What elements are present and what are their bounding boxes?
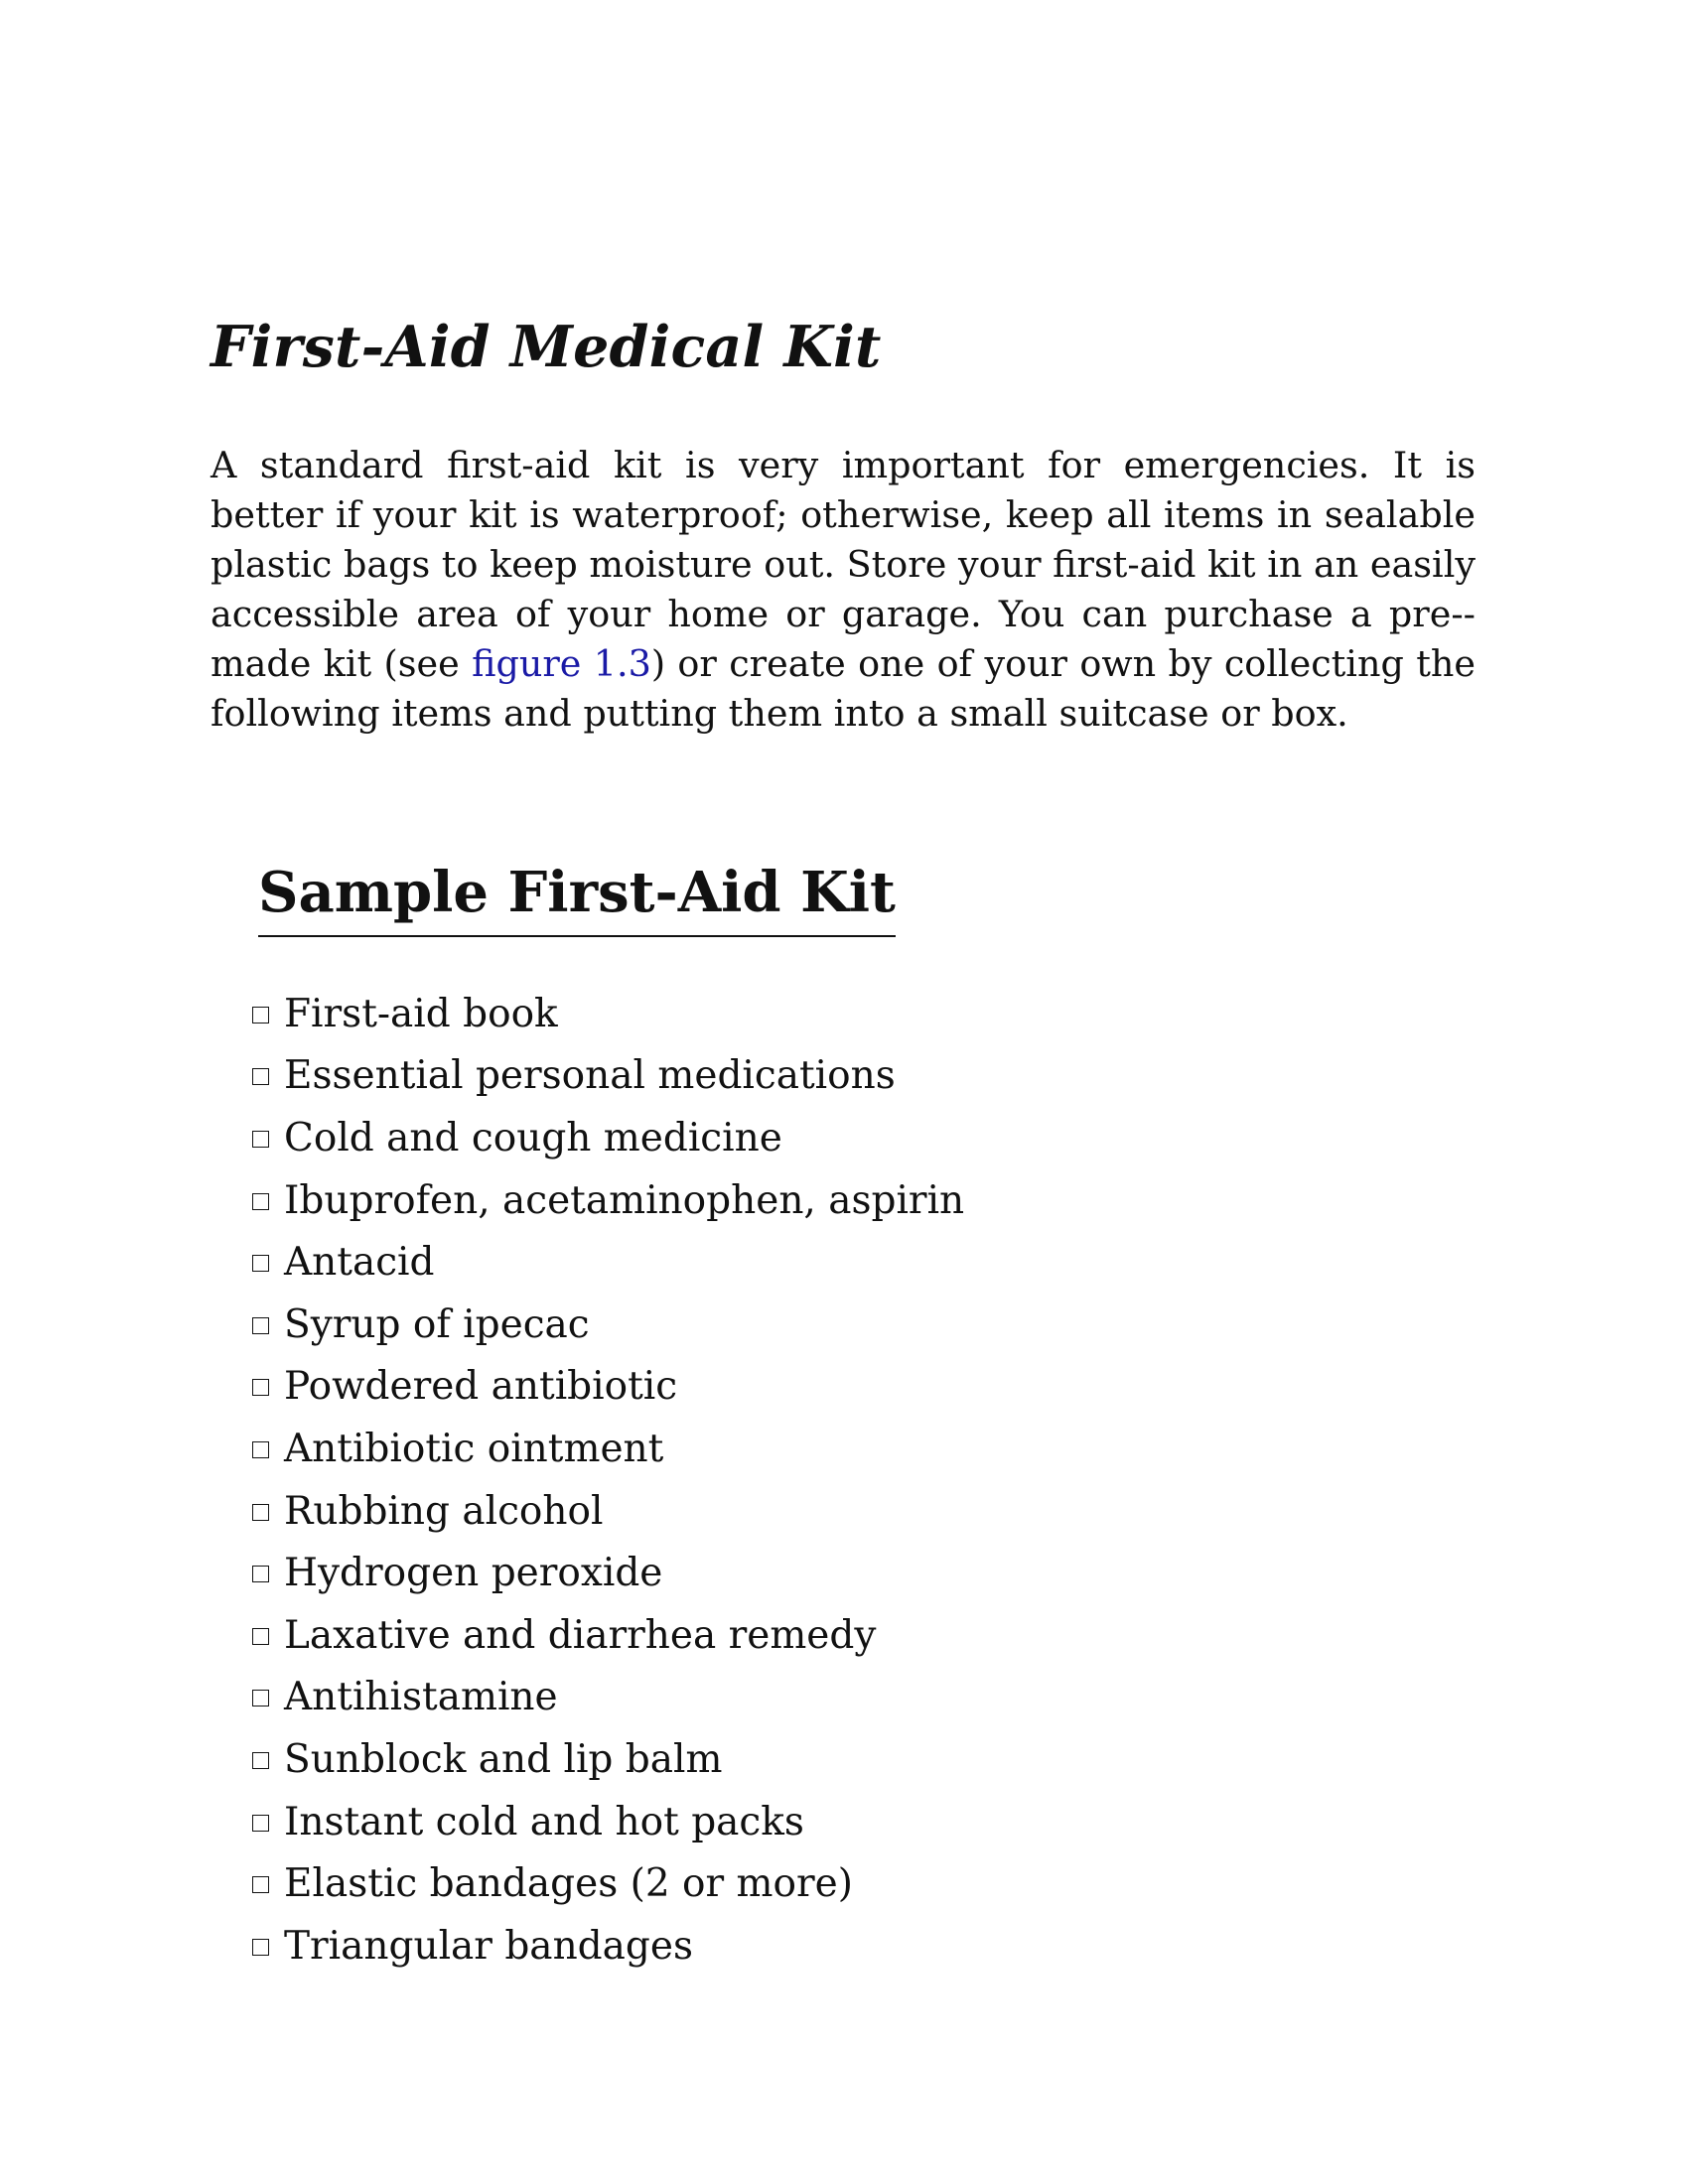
checklist-item [252, 1356, 964, 1419]
checkbox-empty-icon [252, 1876, 273, 1897]
checkbox-empty-icon [252, 1007, 273, 1027]
checkbox-empty-icon [252, 1317, 273, 1338]
checklist-item [252, 1418, 964, 1480]
kit-heading: Sample First-Aid Kit [258, 860, 896, 937]
checklist-item [252, 1667, 964, 1729]
checklist-item [252, 1480, 964, 1543]
intro-text-end: ) or create one of your own by collecting the following items and putting them into a small suitcase or box. [211, 642, 1477, 735]
checklist-item-label: Sunblock and lip balm [284, 1736, 723, 1782]
checklist-item-label: Laxative and diarrhea remedy [284, 1612, 877, 1658]
page-title: First-Aid Medical Kit [211, 314, 882, 380]
checklist-item-label: Antihistamine [284, 1675, 558, 1720]
checkbox-empty-icon [252, 1566, 273, 1586]
checklist-item [252, 1791, 964, 1853]
checkbox-empty-icon [252, 1068, 273, 1089]
checklist-item-label: First-aid book [284, 991, 558, 1036]
checklist-item-label: Ibuprofen, acetaminophen, aspirin [284, 1177, 965, 1223]
checkbox-empty-icon [252, 1193, 273, 1214]
checklist-item-label: Hydrogen peroxide [284, 1551, 663, 1596]
checklist-item-label: Cold and cough medicine [284, 1115, 782, 1160]
checklist-item [252, 1604, 964, 1667]
checkbox-empty-icon [252, 1379, 273, 1400]
checklist-item [252, 1915, 964, 1978]
checklist-item-label: Powdered antibiotic [284, 1364, 678, 1410]
checkbox-empty-icon [252, 1504, 273, 1525]
checklist-item [252, 1231, 964, 1294]
intro-text-start: A standard first-aid kit is very important for emergencies. It is better if your kit is waterproof; otherwise, keep all items in sealable plastic bags to keep moisture out. Store your first-aid kit in an easily accessible area of your home or garage. You can purchase a pre-made kit (see [211, 444, 1476, 685]
checklist-item-label: Essential personal medications [284, 1053, 896, 1099]
checkbox-empty-icon [252, 1752, 273, 1773]
checklist-item [252, 1728, 964, 1791]
checkbox-empty-icon [252, 1690, 273, 1710]
checklist-item-label: Instant cold and hot packs [284, 1799, 804, 1844]
checklist-item-label: Triangular bandages [284, 1923, 693, 1969]
checklist-item [252, 1045, 964, 1108]
checkbox-empty-icon [252, 1441, 273, 1462]
checklist-item-label: Syrup of ipecac [284, 1301, 590, 1347]
checkbox-empty-icon [252, 1628, 273, 1649]
checkbox-empty-icon [252, 1815, 273, 1836]
figure-reference-link[interactable]: figure 1.3 [472, 642, 651, 685]
checklist-item-label: Rubbing alcohol [284, 1488, 604, 1534]
checklist-item-label: Elastic bandages (2 or more) [284, 1861, 853, 1907]
checklist-item [252, 1852, 964, 1915]
checklist-item [252, 1294, 964, 1356]
checklist-item [252, 983, 964, 1045]
checkbox-empty-icon [252, 1131, 273, 1152]
checklist-item-label: Antibiotic ointment [284, 1426, 664, 1471]
checkbox-empty-icon [252, 1255, 273, 1276]
checklist-item [252, 1542, 964, 1604]
kit-checklist [252, 983, 964, 1978]
checklist-item-label: Antacid [284, 1240, 435, 1286]
intro-paragraph [211, 441, 1476, 739]
checklist-item [252, 1107, 964, 1169]
checkbox-empty-icon [252, 1939, 273, 1960]
checklist-item [252, 1169, 964, 1232]
